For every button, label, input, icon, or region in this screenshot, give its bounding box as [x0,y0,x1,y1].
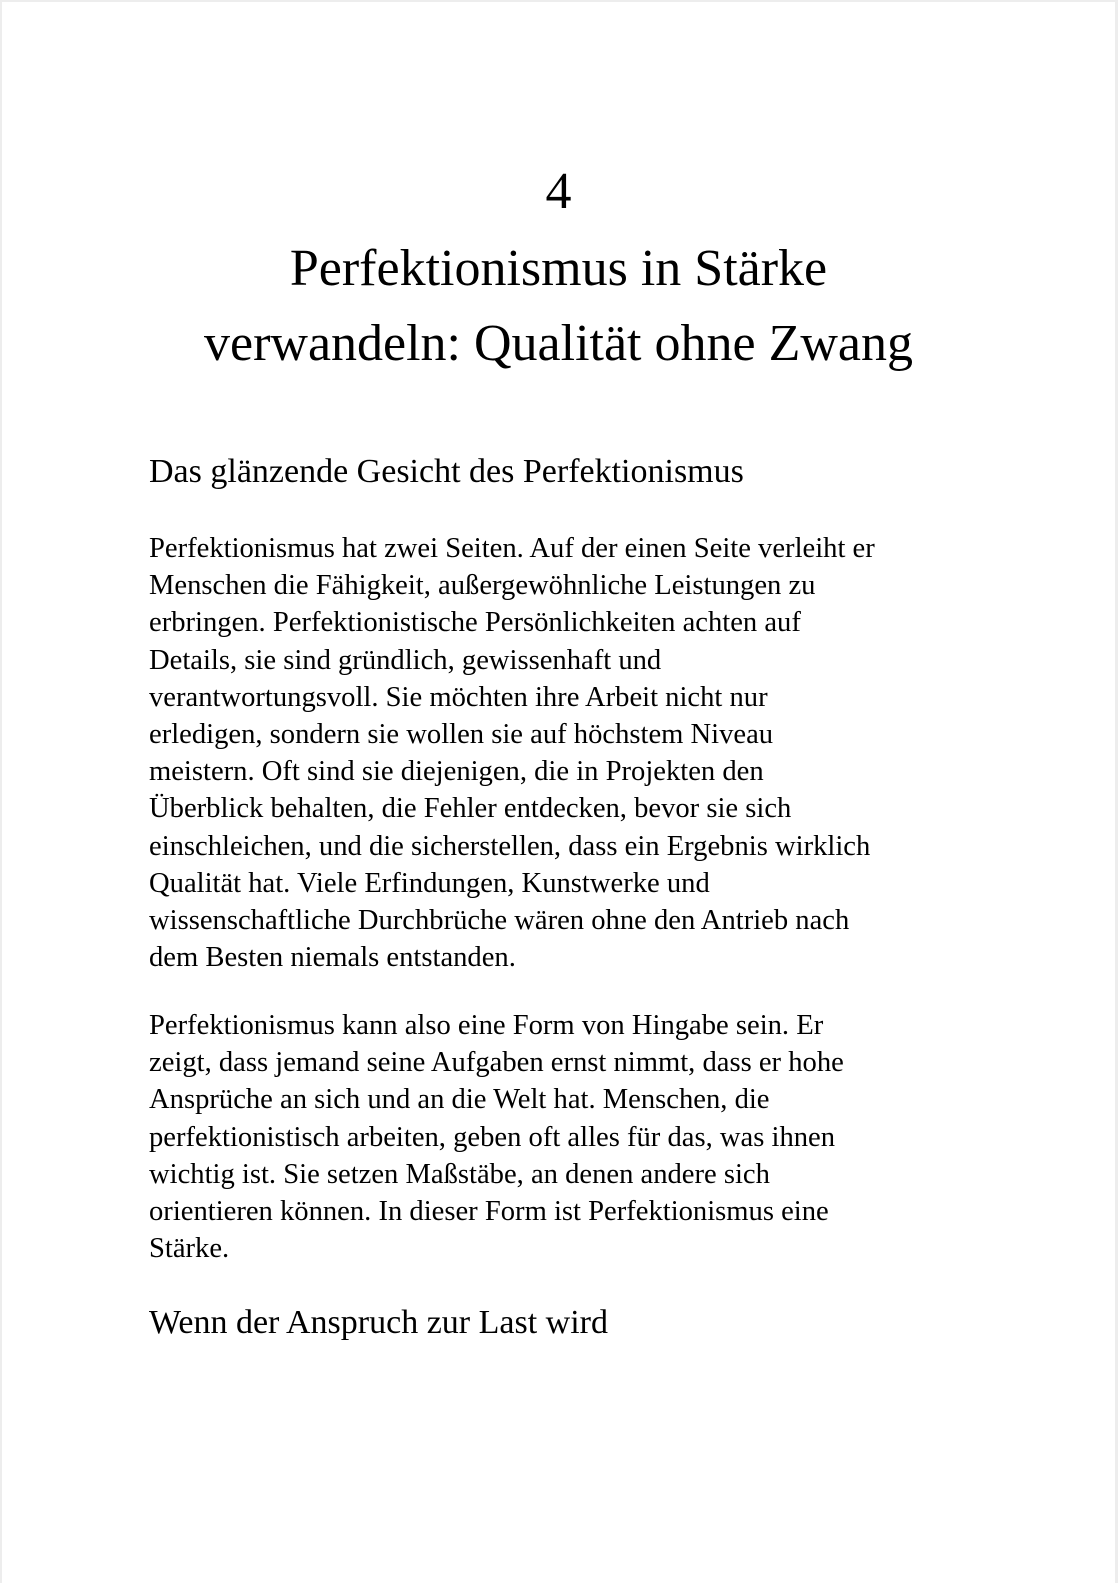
text-line: einschleichen, und die sicherstellen, dass ein Ergebnis wirklich [149,830,871,862]
text-line: wichtig ist. Sie setzen Maßstäbe, an denen andere sich [149,1158,770,1190]
chapter-number: 4 [545,163,572,220]
chapter-title-line: verwandeln: Qualität ohne Zwang [204,315,913,372]
text-line: Perfektionismus kann also eine Form von Hingabe sein. Er [149,1010,824,1041]
text-line: Stärke. [149,1233,230,1265]
text-line: erbringen. Perfektionistische Persönlichkeiten achten auf [149,607,801,639]
text-line: meistern. Oft sind sie diejenigen, die in Projekten den [149,756,764,788]
text-line: dem Besten niemals entstanden. [149,942,516,974]
body-paragraph [149,530,979,976]
text-line: perfektionistisch arbeiten, geben oft alles für das, was ihnen [149,1121,836,1153]
text-line: Perfektionismus hat zwei Seiten. Auf der einen Seite verleiht er [149,533,875,564]
section-heading: Wenn der Anspruch zur Last wird [149,1304,608,1341]
chapter-title-line: Perfektionismus in Stärke [289,240,828,297]
body-paragraph [149,1007,979,1267]
section-heading: Das glänzende Gesicht des Perfektionismus [149,453,744,490]
text-line: zeigt, dass jemand seine Aufgaben ernst nimmt, dass er hohe [149,1047,844,1079]
text-line: erledigen, sondern sie wollen sie auf höchstem Niveau [149,719,774,751]
document-page [2,2,1115,1583]
text-line: Ansprüche an sich und an die Welt hat. Menschen, die [149,1084,770,1116]
chapter-title [2,231,1115,381]
text-line: wissenschaftliche Durchbrüche wären ohne den Antrieb nach [149,905,850,937]
text-line: Menschen die Fähigkeit, außergewöhnliche Leistungen zu [149,570,816,602]
text-line: Überblick behalten, die Fehler entdecken, bevor sie sich [149,793,792,825]
text-line: verantwortungsvoll. Sie möchten ihre Arbeit nicht nur [149,681,768,713]
text-line: Qualität hat. Viele Erfindungen, Kunstwerke und [149,867,710,899]
text-line: Details, sie sind gründlich, gewissenhaft und [149,644,662,676]
text-line: orientieren können. In dieser Form ist Perfektionismus eine [149,1196,829,1228]
